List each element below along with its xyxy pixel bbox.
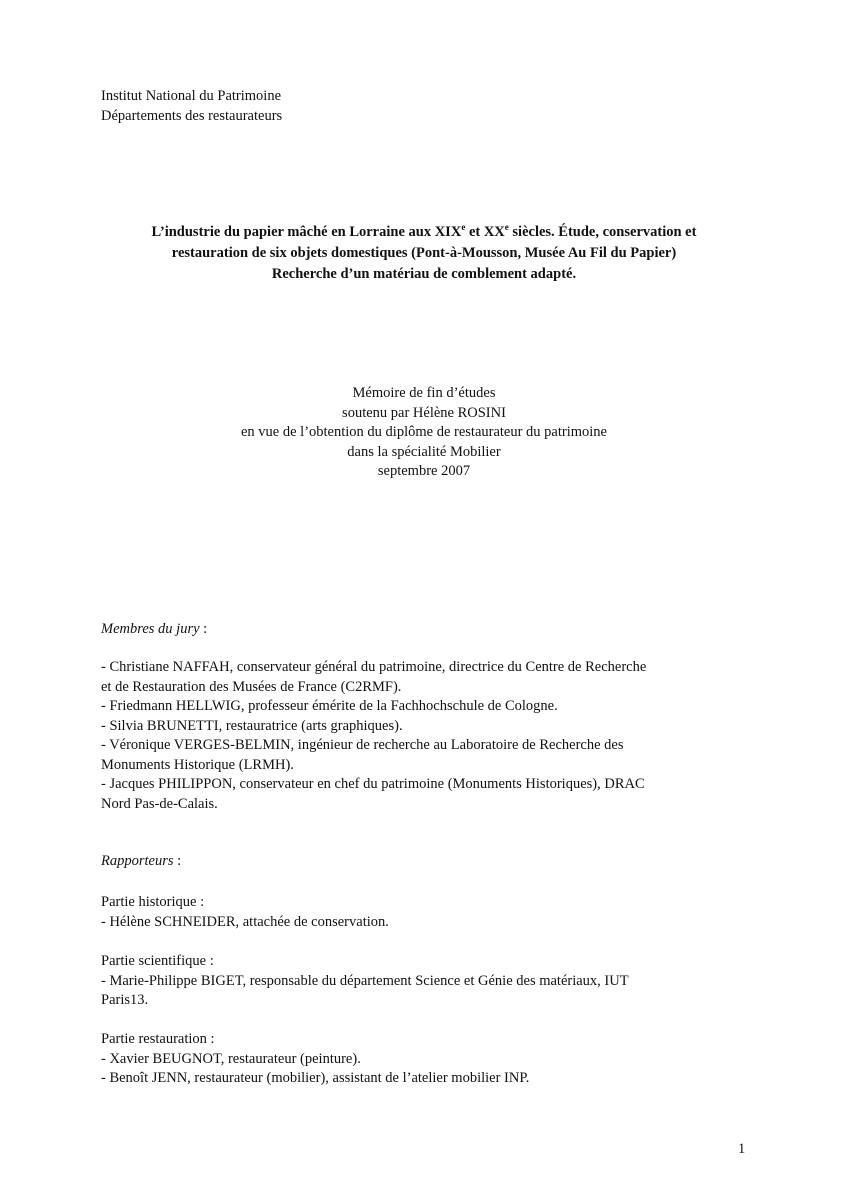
jury-list xyxy=(101,658,646,814)
scientific-section xyxy=(101,952,629,1011)
restoration-line: - Xavier BEUGNOT, restaurateur (peinture). xyxy=(101,1050,361,1067)
restoration-line: - Benoît JENN, restaurateur (mobilier), assistant de l’atelier mobilier INP. xyxy=(101,1070,530,1086)
jury-line: - Silvia BRUNETTI, restauratrice (arts graphiques). xyxy=(101,717,403,734)
department-name: Départements des restaurateurs xyxy=(101,107,283,124)
scientific-line: - Marie-Philippe BIGET, responsable du département Science et Génie des matériaux, IUT xyxy=(101,972,629,989)
historical-line: - Hélène SCHNEIDER, attachée de conservation. xyxy=(101,913,389,930)
author-line: soutenu par Hélène ROSINI xyxy=(342,404,506,421)
thesis-info xyxy=(0,384,848,482)
title-line-2: restauration de six objets domestiques (Pont-à-Mousson, Musée Au Fil du Papier) xyxy=(171,245,677,261)
title-line-3: Recherche d’un matériau de comblement adapté. xyxy=(271,266,577,282)
historical-section xyxy=(101,893,389,932)
rapporteurs-heading: Rapporteurs : xyxy=(101,853,182,869)
page-number: 1 xyxy=(738,1141,746,1157)
scientific-label: Partie scientifique : xyxy=(101,953,214,969)
jury-line: - Friedmann HELLWIG, professeur émérite de la Fachhochschule de Cologne. xyxy=(101,698,558,714)
scientific-line: Paris13. xyxy=(101,992,149,1008)
thesis-title xyxy=(0,222,848,285)
jury-line: et de Restauration des Musées de France (C2RMF). xyxy=(101,678,402,695)
jury-line: - Véronique VERGES-BELMIN, ingénieur de recherche au Laboratoire de Recherche des xyxy=(101,737,624,753)
memoire-line: Mémoire de fin d’études xyxy=(352,385,496,401)
historical-label: Partie historique : xyxy=(101,894,205,910)
jury-line: Nord Pas-de-Calais. xyxy=(101,795,218,812)
institution-header xyxy=(101,87,282,126)
title-line-1: L’industrie du papier mâché en Lorraine aux XIXe et XXe siècles. Étude, conservation et xyxy=(151,222,697,240)
specialty-line: dans la spécialité Mobilier xyxy=(347,443,501,460)
jury-line: - Jacques PHILIPPON, conservateur en chef du patrimoine (Monuments Historiques), DRAC xyxy=(101,776,645,792)
restoration-section xyxy=(101,1030,529,1089)
jury-heading: Membres du jury : xyxy=(101,621,208,637)
institution-name: Institut National du Patrimoine xyxy=(101,88,282,104)
jury-line: Monuments Historique (LRMH). xyxy=(101,756,294,773)
jury-line: - Christiane NAFFAH, conservateur général du patrimoine, directrice du Centre de Recherche xyxy=(101,659,647,675)
date-line: septembre 2007 xyxy=(377,463,471,479)
restoration-label: Partie restauration : xyxy=(101,1031,215,1047)
diploma-line: en vue de l’obtention du diplôme de restaurateur du patrimoine xyxy=(240,424,607,440)
